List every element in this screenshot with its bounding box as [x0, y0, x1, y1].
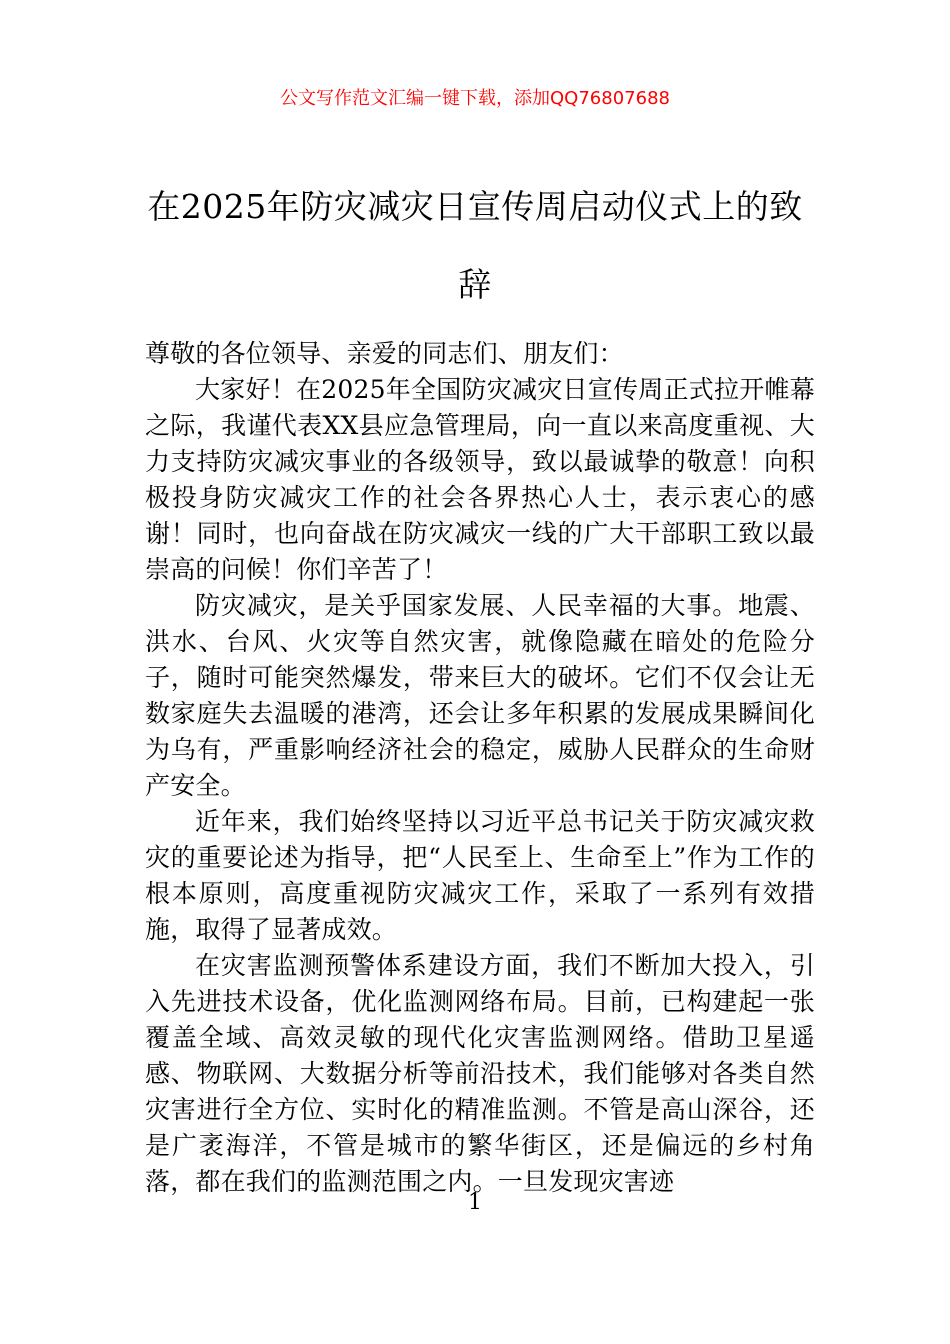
paragraph: 近年来，我们始终坚持以习近平总书记关于防灾减灾救灾的重要论述为指导，把“人民至上、生命至上”作为工作的根本原则，高度重视防灾减灾工作，采取了一系列有效措施，取得了显著成效。 [145, 807, 815, 944]
paragraph: 在灾害监测预警体系建设方面，我们不断加大投入，引入先进技术设备，优化监测网络布局。目前，已构建起一张覆盖全域、高效灵敏的现代化灾害监测网络。借助卫星遥感、物联网、大数据分析等前沿技术，我们能够对各类自然灾害进行全方位、实时化的精准监测。不管是高山深谷，还是广袤海洋，不管是城市的繁华街区，还是偏远的乡村角落，都在我们的监测范围之内。一旦发现灾害迹 [145, 951, 815, 1196]
download-notice: 公文写作范文汇编一键下载，添加QQ76807688 [280, 88, 670, 109]
salutation: 尊敬的各位领导、亲爱的同志们、朋友们： [145, 339, 624, 368]
paragraph: 防灾减灾，是关乎国家发展、人民幸福的大事。地震、洪水、台风、火灾等自然灾害，就像隐藏在暗处的危险分子，随时可能突然爆发，带来巨大的破坏。它们不仅会让无数家庭失去温暖的港湾，还会让多年积累的发展成果瞬间化为乌有，严重影响经济社会的稳定，威胁人民群众的生命财产安全。 [145, 591, 815, 800]
document-body [145, 336, 815, 1200]
paragraph: 大家好！在2025年全国防灾减灾日宣传周正式拉开帷幕之际，我谨代表XX县应急管理局，向一直以来高度重视、大力支持防灾减灾事业的各级领导，致以最诚挚的敬意！向积极投身防灾减灾工作的社会各界热心人士，表示衷心的感谢！同时，也向奋战在防灾减灾一线的广大干部职工致以最崇高的问候！你们辛苦了！ [145, 375, 815, 584]
document-title: 在2025年防灾减灾日宣传周启动仪式上的致辞 [147, 187, 803, 304]
page-number: 1 [468, 1190, 482, 1215]
